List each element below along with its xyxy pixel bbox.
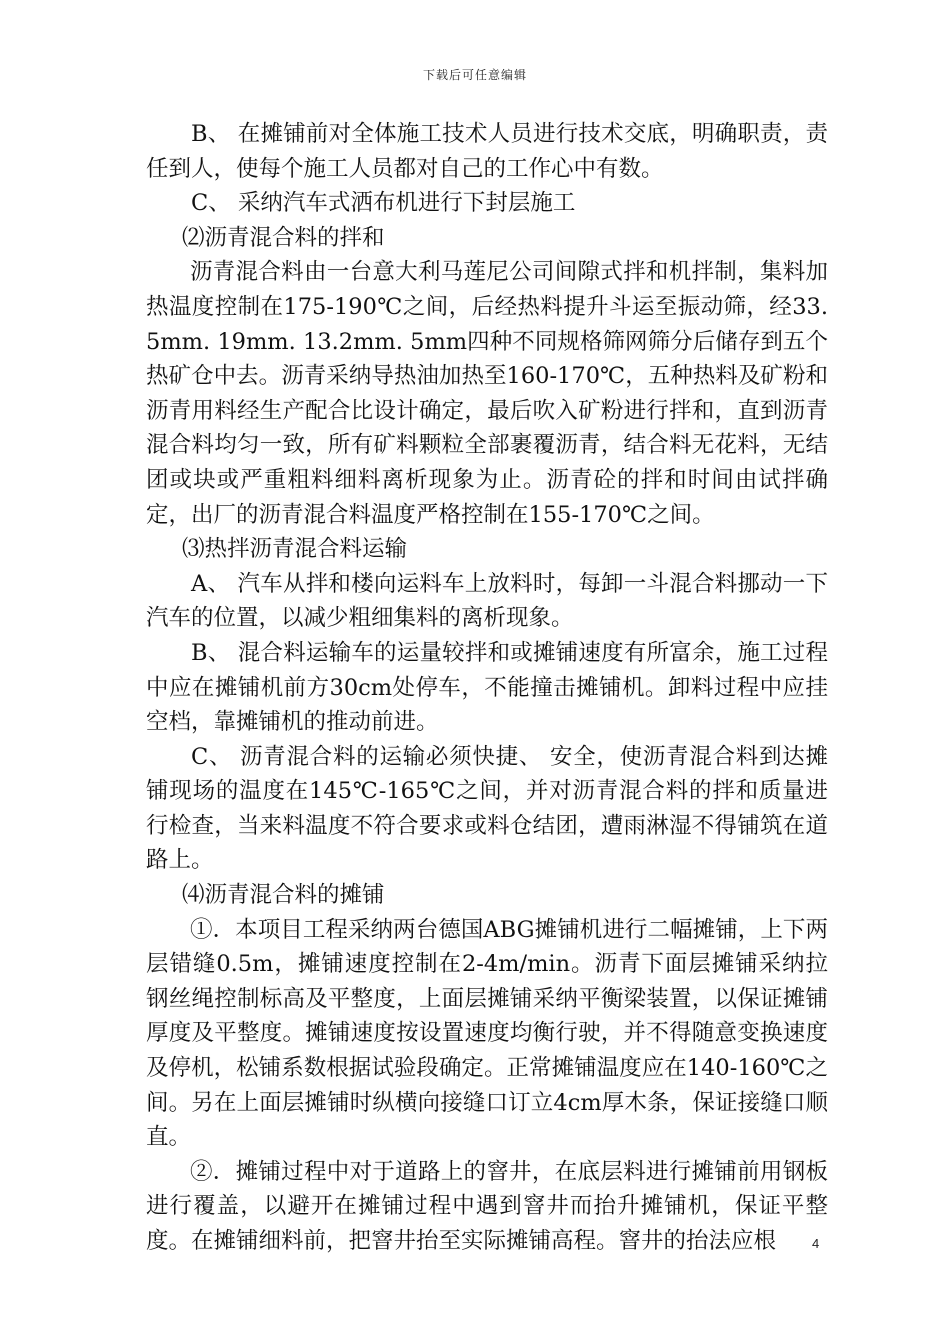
section-heading-transport: ⑶热拌沥青混合料运输 (182, 536, 408, 563)
page-header: 下载后可任意编辑 (422, 68, 527, 82)
section-heading-paving: ⑷沥青混合料的摊铺 (182, 882, 385, 909)
document-body (146, 117, 828, 1259)
paragraph-a-unloading: A、 汽车从拌和楼向运料车上放料时，每卸一斗混合料挪动一下汽车的位置，以减少粗细集料的离析现象。 (146, 570, 828, 632)
paragraph-b-technical-briefing: B、 在摊铺前对全体施工技术人员进行技术交底，明确职责，责任到人，使每个施工人员都对自己的工作心中有数。 (146, 121, 828, 182)
paragraph-mixing-process: 沥青混合料由一台意大利马莲尼公司间隙式拌和机拌制，集料加热温度控制在175-190℃之间，后经热料提升斗运至振动筛，经33.5mm. 19mm. 13.2mm. 5mm四种不同规格筛网筛分后储存到五个热矿仓中去。沥青采纳导热油加热至160-170℃，五种热料及矿粉和沥青用料经生产配合比设计确定，最后吹入矿粉进行拌和，直到沥青混合料均匀一致，所有矿料颗粒全部裹覆沥青，结合料无花料，无结团或块或严重粗料细料离析现象为止。沥青砼的拌和时间由试拌确定，出厂的沥青混合料温度严格控制在155-170℃之间。 (146, 259, 828, 528)
paragraph-b-transport-capacity: B、 混合料运输车的运量较拌和或摊铺速度有所富余，施工过程中应在摊铺机前方30cm处停车，不能撞击摊铺机。卸料过程中应挂空档，靠摊铺机的推动前进。 (146, 639, 828, 736)
paragraph-c-lower-seal-layer: C、 采纳汽车式洒布机进行下封层施工 (191, 190, 576, 217)
section-heading-mixing: ⑵沥青混合料的拌和 (182, 224, 385, 251)
paragraph-c-transport-speed: C、 沥青混合料的运输必须快捷、 安全，使沥青混合料到达摊铺现场的温度在145℃-165℃之间，并对沥青混合料的拌和质量进行检查，当来料温度不符合要求或料仓结团，遭雨淋湿不得铺筑在道路上。 (146, 743, 828, 874)
paragraph-paving-step-2: ②．摊铺过程中对于道路上的窨井，在底层料进行摊铺前用钢板进行覆盖，以避开在摊铺过程中遇到窨井而抬升摊铺机，保证平整度。在摊铺细料前，把窨井抬至实际摊铺高程。窨井的抬法应根 (146, 1158, 828, 1254)
paragraph-paving-step-1: ①．本项目工程采纳两台德国ABG摊铺机进行二幅摊铺，上下两层错缝0.5m，摊铺速度控制在2-4m/min。沥青下面层摊铺采纳拉钢丝绳控制标高及平整度，上面层摊铺采纳平衡梁装置，以保证摊铺厚度及平整度。摊铺速度按设置速度均衡行驶，并不得随意变换速度及停机，松铺系数根据试验段确定。正常摊铺温度应在140-160℃之间。另在上面层摊铺时纵横向接缝口订立4cm厚木条，保证接缝口顺直。 (146, 916, 828, 1151)
page-number: 4 (812, 1236, 820, 1251)
